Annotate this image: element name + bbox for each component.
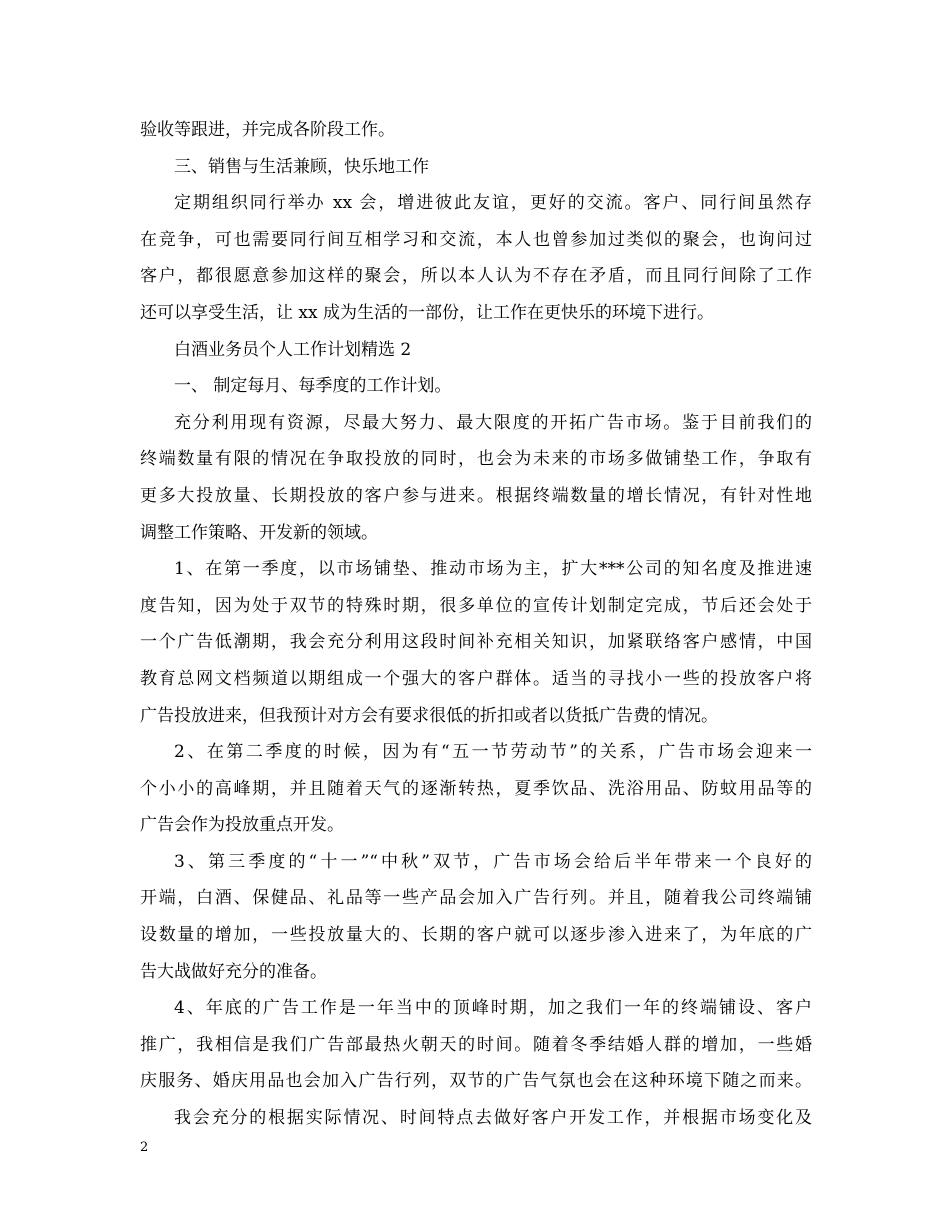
text-line: 定期组织同行举办 xx 会，增进彼此友谊，更好的交流。客户、同行间虽然存 — [174, 193, 812, 214]
text-line: 3、第三季度的“十一”“中秋”双节，广告市场会给后半年带来一个良好的 — [174, 851, 812, 872]
text-line: 在竞争，可也需要同行间互相学习和交流，本人也曾参加过类似的聚会，也询问过 — [140, 229, 812, 250]
page-number: 2 — [140, 1140, 149, 1155]
text-line: 广告会作为投放重点开发。 — [140, 815, 344, 836]
text-line: 还可以享受生活，让 xx 成为生活的一部份，让工作在更快乐的环境下进行。 — [140, 302, 714, 323]
text-line: 充分利用现有资源，尽最大努力、最大限度的开拓广告市场。鉴于目前我们的 — [174, 412, 812, 433]
document-body — [140, 112, 812, 1137]
text-line: 一、 制定每月、每季度的工作计划。 — [174, 376, 452, 397]
text-line: 开端，白酒、保健品、礼品等一些产品会加入广告行列。并且，随着我公司终端铺 — [140, 888, 812, 909]
text-line: 调整工作策略、开发新的领域。 — [140, 522, 378, 543]
text-line: 4、年底的广告工作是一年当中的顶峰时期，加之我们一年的终端铺设、客户 — [174, 998, 812, 1019]
text-line: 告大战做好充分的准备。 — [140, 961, 327, 982]
text-line: 一个广告低潮期，我会充分利用这段时间补充相关知识，加紧联络客户感情，中国 — [140, 632, 812, 653]
text-line: 庆服务、婚庆用品也会加入广告行列，双节的广告气氛也会在这种环境下随之而来。 — [140, 1071, 812, 1092]
text-line: 个小小的高峰期，并且随着天气的逐渐转热，夏季饮品、洗浴用品、防蚊用品等的 — [140, 778, 812, 799]
text-line: 客户，都很愿意参加这样的聚会，所以本人认为不存在矛盾，而且同行间除了工作 — [140, 266, 812, 287]
text-line: 我会充分的根据实际情况、时间特点去做好客户开发工作，并根据市场变化及 — [174, 1108, 812, 1129]
text-line: 推广，我相信是我们广告部最热火朝天的时间。随着冬季结婚人群的增加，一些婚 — [140, 1034, 812, 1055]
text-line: 设数量的增加，一些投放量大的、长期的客户就可以逐步渗入进来了，为年底的广 — [140, 925, 812, 946]
text-line: 1、在第一季度，以市场铺垫、推动市场为主，扩大***公司的知名度及推进速 — [174, 559, 812, 580]
text-line: 度告知，因为处于双节的特殊时期，很多单位的宣传计划制定完成，节后还会处于 — [140, 595, 812, 616]
text-line: 更多大投放量、长期投放的客户参与进来。根据终端数量的增长情况，有针对性地 — [140, 485, 812, 506]
text-line: 2、在第二季度的时候，因为有“五一节劳动节”的关系，广告市场会迎来一 — [174, 742, 812, 763]
text-line: 终端数量有限的情况在争取投放的同时，也会为未来的市场多做铺垫工作，争取有 — [140, 449, 812, 470]
text-line: 白酒业务员个人工作计划精选 2 — [174, 339, 412, 360]
text-line: 广告投放进来，但我预计对方会有要求很低的折扣或者以货抵广告费的情况。 — [140, 705, 718, 726]
text-line: 教育总网文档频道以期组成一个强大的客户群体。适当的寻找小一些的投放客户将 — [140, 668, 812, 689]
text-line: 验收等跟进，并完成各阶段工作。 — [140, 120, 395, 140]
text-line: 三、销售与生活兼顾，快乐地工作 — [174, 156, 429, 177]
